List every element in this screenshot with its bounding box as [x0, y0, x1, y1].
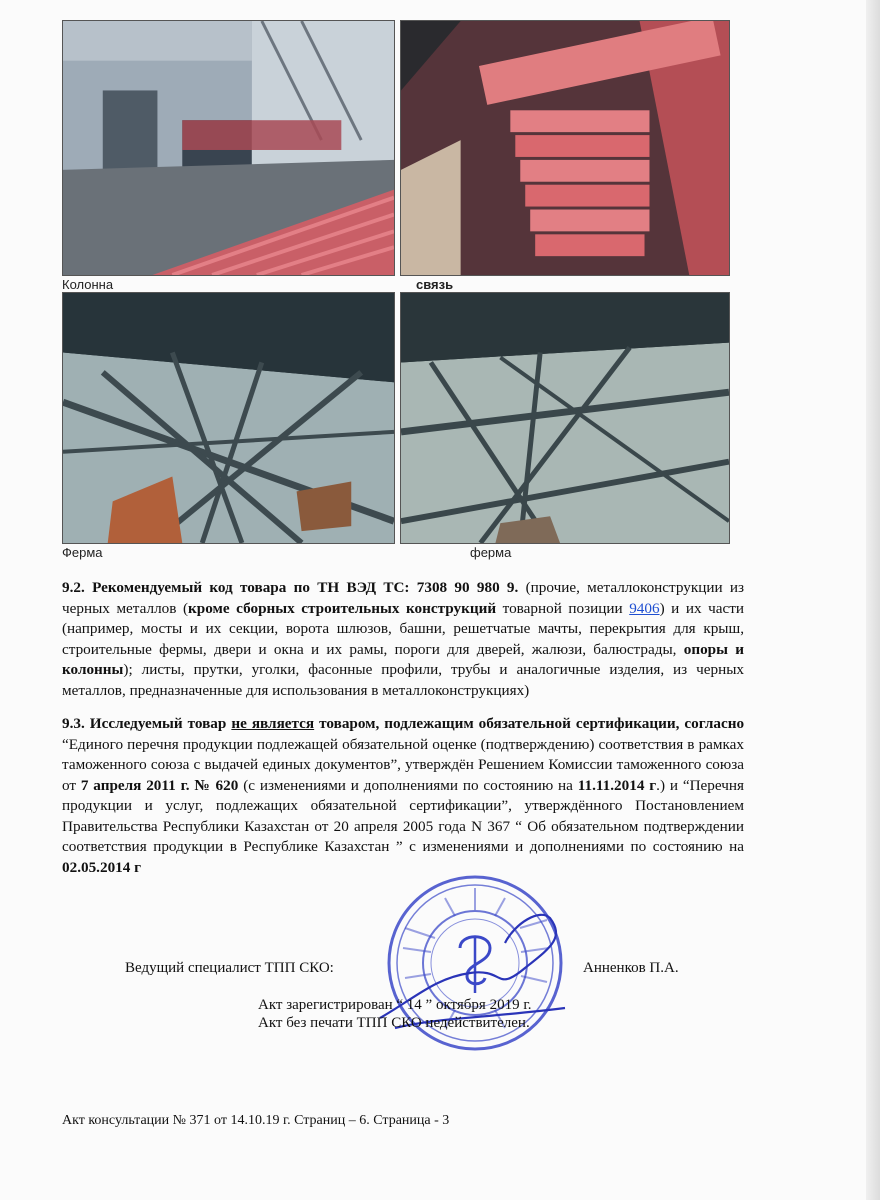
page-edge-shadow: [866, 0, 880, 1200]
heading-9406-link[interactable]: 9406: [629, 599, 660, 617]
section-number: 9.2.: [62, 579, 85, 596]
description-text: (прочие, металлоконструкции из черных металлов (: [62, 579, 745, 617]
hs-code: 7308 90 980 9.: [416, 579, 519, 596]
description-bold: кроме сборных строительных конструкций: [188, 599, 497, 617]
description-text: ) и их части (например, мосты и их секции, ворота шлюзов, башни, решетчатые мачты, перекрытия для крыш, строительные фермы, двери и окна и их рамы, пороги для дверей, жалюзи, балюстрады,: [62, 599, 745, 658]
section-number: 9.3.: [62, 715, 85, 732]
photo-column: [62, 20, 395, 276]
signature-role: Ведущий специалист ТПП СКО:: [125, 960, 334, 976]
not-subject-phrase: не является: [231, 715, 315, 732]
recommended-code-lead: Рекомендуемый код товара по ТН ВЭД ТС:: [92, 579, 410, 596]
caption-bracing: связь: [416, 277, 454, 292]
caption-truss-1: Ферма: [62, 545, 103, 560]
description-text: ); листы, прутки, уголки, фасонные профили, трубы и аналогичные изделия, из черных металлов, предназначенные для использования в металлоконструкциях): [62, 661, 744, 699]
validity-note: Акт без печати ТПП СКО недействителен.: [258, 1015, 530, 1031]
description-bold: опоры и колонны: [62, 640, 745, 678]
caption-column: Колонна: [62, 277, 114, 292]
regulation-text: (с изменениями и дополнениями по состоянию на: [243, 776, 573, 794]
regulation-date: 02.05.2014 г: [62, 858, 142, 876]
section-9-2: [62, 578, 744, 701]
regulation-date: 7 апреля 2011 г. № 620: [80, 776, 239, 794]
signature-name: Анненков П.А.: [583, 960, 679, 976]
photo-truss-2: [400, 292, 730, 544]
section-9-3: [62, 714, 744, 878]
regulation-date: 11.11.2014 г: [577, 776, 657, 794]
caption-truss-2: ферма: [470, 545, 512, 560]
regulation-text: .) и “Перечня продукции и услуг, подлежащих обязательной сертификации”, утверждённого Постановлением Правительства Республики Казахстан от 20 апреля 2005 года N 367 “ Об обязательном подтверждении соответствия продукции в Республике Казахстан ” с изменениями и дополнениями по состоянию на: [62, 776, 744, 855]
registration-line: Акт зарегистрирован “ 14 ” октября 2019 г.: [258, 997, 532, 1013]
photo-bracing: [400, 20, 730, 276]
conclusion-bold: товаром, подлежащим обязательной сертификации, согласно: [319, 715, 745, 732]
conclusion-bold: Исследуемый товар: [89, 715, 227, 732]
organization-stamp: [375, 868, 575, 1068]
description-text: товарной позиции: [502, 599, 623, 617]
page-footer: Акт консультации № 371 от 14.10.19 г. Страниц – 6. Страница - 3: [62, 1113, 450, 1128]
photo-truss-1: [62, 292, 395, 544]
regulation-text: “Единого перечня продукции подлежащей обязательной оценке (подтверждению) соответствия в рамках таможенного союза с выдачей единых документов”, утверждён Решением Комиссии таможенного союза от: [62, 735, 744, 794]
